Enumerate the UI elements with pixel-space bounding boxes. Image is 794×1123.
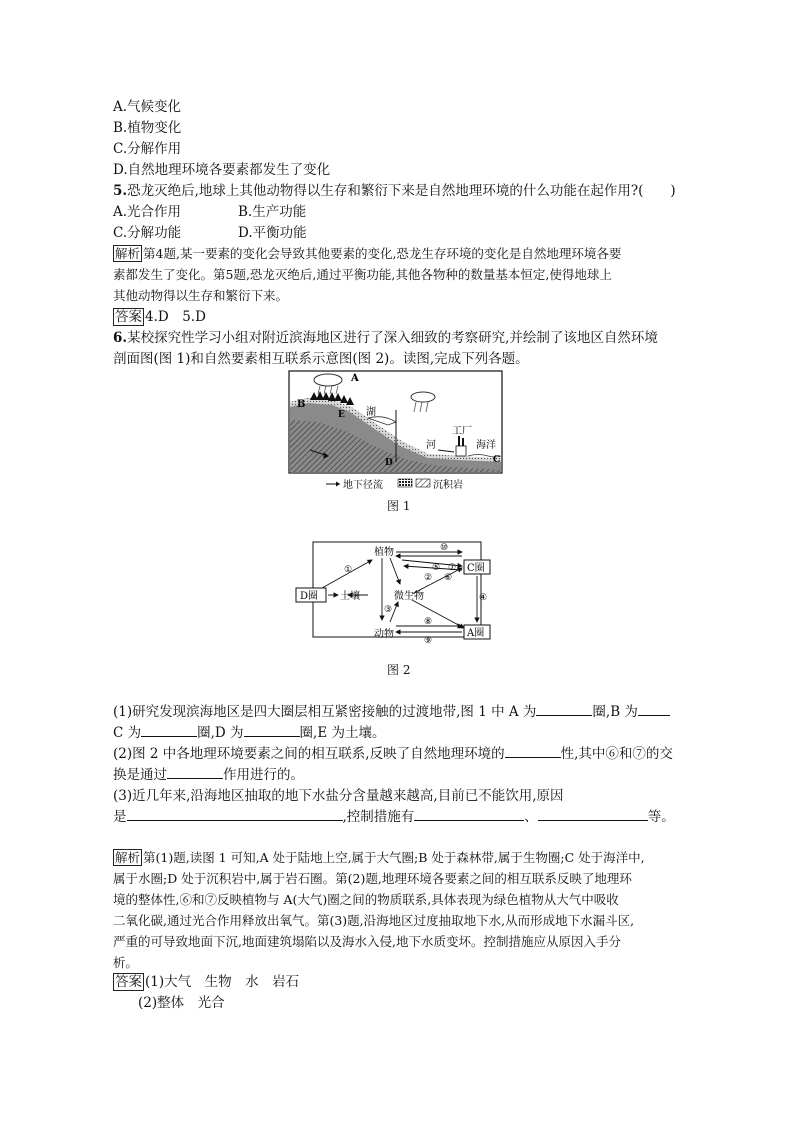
q4-option-d: D.自然地理环境各要素都发生了变化 [113,162,331,178]
analysis-1-line-3: 其他动物得以生存和繁衍下来。 [113,288,289,303]
analysis-tag-2: 解析 [115,850,141,865]
fig2-num-2: ② [424,573,433,583]
figure-1-cross-section [288,370,504,492]
fig2-node-soil: 土壤 [340,591,360,602]
blank-integrity[interactable] [505,744,561,758]
blank-measure-1[interactable] [414,807,524,821]
analysis-2-line-1: 解析 第(1)题,读图 1 可知,A 处于陆地上空,属于大气圈;B 处于森林带,属于生物圈;C 处于海洋中, [115,850,645,865]
blank-measure-2[interactable] [538,807,648,821]
figure-2-caption: 图 2 [387,663,411,677]
fig1-label-a: A [351,373,359,384]
analysis-2-line-6: 析。 [113,955,139,970]
q6-stem-line-1: 6.某校探究性学习小组对附近滨海地区进行了深入细致的考察研究,并绘制了该地区自然环境 [113,330,658,346]
legend-groundwater: 地下径流 [343,480,383,491]
sub2-line-1: (2)图 2 中各地理环境要素之间的相互联系,反映了自然地理环境的 性,其中⑥和⑦的交 [113,746,673,762]
answer-tag-2: 答案 [115,974,142,990]
sub3-line-1: (3)近几年来,沿海地区抽取的地下水盐分含量越来越高,目前已不能饮用,原因 [113,788,564,804]
blank-d[interactable] [244,723,300,737]
analysis-1-line-2: 素都发生了变化。第5题,恐龙灭绝后,通过平衡功能,其他各物种的数量基本恒定,使得地球上 [113,267,612,282]
figure-1-caption: 图 1 [387,499,411,513]
analysis-2-line-3: 境的整体性,⑥和⑦反映植物与 A(大气)圈之间的物质联系,具体表现为绿色植物从大气中吸收 [113,892,619,907]
q5-option-d: D.平衡功能 [238,225,307,241]
blank-c[interactable] [141,723,197,737]
fig2-num-7: ⑦ [448,563,457,573]
fig2-num-4: ④ [479,593,488,603]
fig2-num-10: ⑩ [440,543,449,553]
fig2-num-6: ⑥ [444,573,453,583]
q4-option-a: A.气候变化 [113,99,182,115]
q5-option-a: A.光合作用 [113,204,182,220]
fig2-num-3: ③ [384,605,393,615]
fig2-num-8: ⑧ [424,617,433,627]
fig1-label-lake: 湖 [366,407,376,418]
fig1-label-e: E [338,410,345,420]
analysis-2-line-2: 属于水圈;D 处于沉积岩中,属于岩石圈。第(2)题,地理环境各要素之间的相互联系反映了地理环 [113,871,632,886]
sub1-line-1: (1)研究发现滨海地区是四大圈层相互紧密接触的过渡地带,图 1 中 A 为 圈,B 为 [113,702,670,722]
answer-2-line-1: 答案 (1)大气 生物 水 岩石 [115,974,300,990]
blank-b[interactable] [638,702,670,716]
fig1-label-b: B [297,399,306,410]
q5-option-b: B.生产功能 [238,204,307,220]
fig2-node-d: D圈 [300,591,319,602]
fig2-node-microbe: 微生物 [394,591,424,602]
answer-tag: 答案 [115,309,142,325]
answer-1: 答案 4.D 5.D [115,309,206,325]
fig2-num-5: ⑤ [432,563,441,573]
fig1-label-c: C [493,455,501,465]
blank-a[interactable] [536,702,592,716]
fig2-node-a: A圈 [467,628,485,639]
analysis-2-line-5: 严重的可导致地面下沉,地面建筑塌陷以及海水入侵,地下水质变坏。控制措施应从原因入手分 [113,934,621,949]
fig2-num-9: ⑨ [424,636,433,646]
fig1-label-d: D [385,458,393,468]
analysis-2-line-4: 二氧化碳,通过光合作用释放出氧气。第(3)题,沿海地区过度抽取地下水,从而形成地下水漏斗区, [113,913,635,928]
analysis-1-line-1: 解析 第4题,某一要素的变化会导致其他要素的变化,恐龙生存环境的变化是自然地理环境各要 [115,246,622,261]
fig2-node-plant: 植物 [374,547,394,558]
q5-option-c: C.分解功能 [113,225,182,241]
legend-sedimentary: 沉积岩 [433,480,463,491]
figure-2-diagram [292,540,494,652]
fig1-label-river: 河 [426,440,436,451]
fig2-num-1: ① [344,565,353,575]
blank-process[interactable] [167,765,223,779]
q5-stem [113,181,676,201]
q6-stem-line-2: 剖面图(图 1)和自然要素相互联系示意图(图 2)。读图,完成下列各题。 [113,351,529,367]
answer-2-line-2: (2)整体 光合 [138,995,225,1011]
q6-number: 6. [113,330,128,346]
analysis-tag: 解析 [115,246,141,261]
q4-option-c: C.分解作用 [113,141,182,157]
q5-stem-text: 恐龙灭绝后,地球上其他动物得以生存和繁衍下来是自然地理环境的什么功能在起作用?( ) [127,183,676,199]
fig1-legend [326,478,463,491]
sub1-line-2: C 为 圈,D 为 圈,E 为土壤。 [113,725,386,741]
sub2-line-2: 换是通过 作用进行的。 [113,767,304,783]
q4-option-b: B.植物变化 [113,120,182,136]
fig2-node-c: C圈 [467,563,485,574]
sub3-line-2: 是 ,控制措施有 、 等。 [113,809,675,825]
q5-number: 5. [113,183,128,199]
blank-reason[interactable] [127,807,343,821]
fig1-label-factory: 工厂 [452,426,472,437]
fig2-node-animal: 动物 [374,629,394,640]
fig1-label-ocean: 海洋 [476,440,496,451]
